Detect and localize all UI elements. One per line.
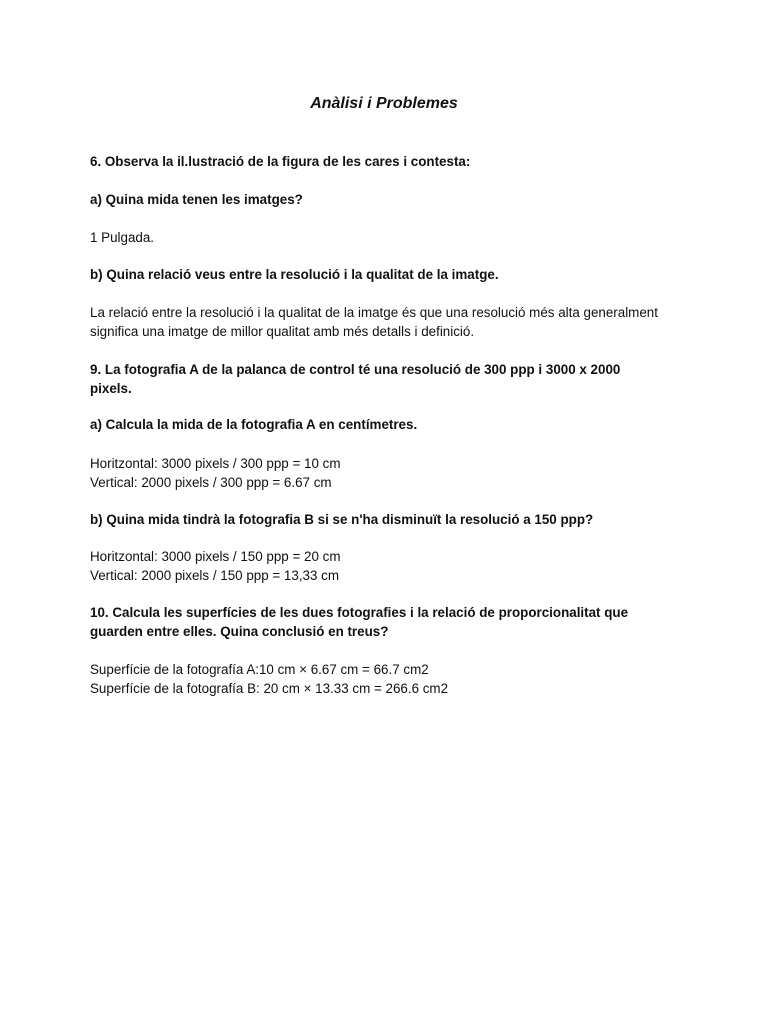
answer-9b-line-2: Vertical: 2000 pixels / 150 ppp = 13,33 cm [90, 567, 340, 583]
question-6-text: 6. Observa la il.lustració de la figura de les cares i contesta: [90, 154, 471, 169]
question-9b-text: b) Quina mida tindrà la fotografia B si se n'ha disminuït la resolució a 150 ppp? [90, 512, 594, 527]
answer-6a-text: 1 Pulgada. [90, 230, 155, 245]
answer-9b-line-1: Horitzontal: 3000 pixels / 150 ppp = 20 cm [90, 549, 341, 564]
question-9 [90, 361, 690, 399]
answer-9a-line-2: Vertical: 2000 pixels / 300 ppp = 6.67 cm [90, 474, 332, 490]
question-9-line-2: pixels. [90, 380, 132, 396]
question-10-line-1: 10. Calcula les superfícies de les dues fotografies i la relació de proporcionalitat que [90, 605, 629, 620]
question-6a [90, 191, 690, 210]
answer-9a [90, 455, 690, 493]
answer-10 [90, 661, 690, 699]
question-9b [90, 511, 690, 530]
page-title: Anàlisi i Problemes [310, 95, 458, 112]
question-10 [90, 604, 690, 642]
answer-9a-line-1: Horitzontal: 3000 pixels / 300 ppp = 10 cm [90, 456, 341, 471]
answer-10-line-2: Superfície de la fotografía B: 20 cm × 13.33 cm = 266.6 cm2 [90, 680, 449, 696]
answer-6b-line-2: significa una imatge de millor qualitat amb més detalls i definició. [90, 323, 475, 339]
question-6b-text: b) Quina relació veus entre la resolució i la qualitat de la imatge. [90, 267, 499, 282]
question-10-line-2: guarden entre elles. Quina conclusió en treus? [90, 623, 389, 639]
question-6 [90, 153, 690, 172]
answer-6b-line-1: La relació entre la resolució i la qualitat de la imatge és que una resolució més alta generalment [90, 305, 658, 320]
answer-9b [90, 548, 690, 586]
question-9a-text: a) Calcula la mida de la fotografia A en centímetres. [90, 417, 418, 432]
question-6a-text: a) Quina mida tenen les imatges? [90, 192, 303, 207]
question-9-line-1: 9. La fotografia A de la palanca de control té una resolució de 300 ppp i 3000 x 2000 [90, 362, 621, 377]
question-9a [90, 416, 690, 435]
answer-6a [90, 229, 690, 248]
question-6b [90, 266, 690, 285]
answer-6b [90, 304, 690, 342]
answer-10-line-1: Superfície de la fotografía A:10 cm × 6.67 cm = 66.7 cm2 [90, 662, 429, 677]
